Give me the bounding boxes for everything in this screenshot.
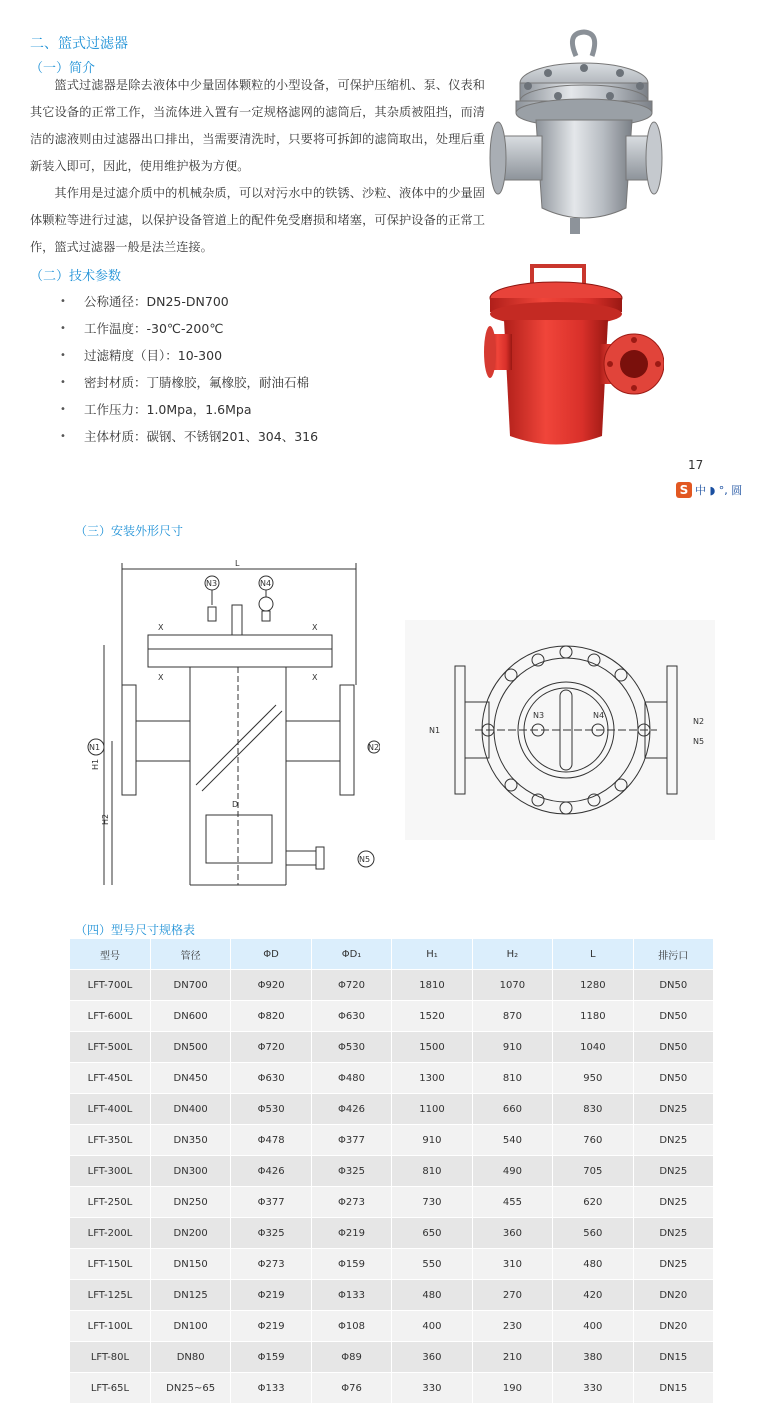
table-cell: Φ630 (231, 1063, 311, 1094)
table-row (70, 1156, 714, 1187)
col-header-phi-d1: ΦD₁ (311, 939, 391, 970)
table-cell: LFT-350L (70, 1125, 150, 1156)
table-cell: 705 (553, 1156, 633, 1187)
intro-paragraph-1: 篮式过滤器是除去液体中少量固体颗粒的小型设备，可保护压缩机、泵、仪表和其它设备的正常工作，当流体进入置有一定规格滤网的滤筒后，其杂质被阻挡，而清洁的滤液则由过滤器出口排出，当需要清洗时，只要将可拆卸的滤筒取出，处理后重新装入即可，因此，使用维护极为方便。 (30, 72, 485, 180)
table-row (70, 970, 714, 1001)
table-cell: 560 (553, 1218, 633, 1249)
dim-label-d: D (232, 800, 238, 809)
table-cell: 660 (472, 1094, 552, 1125)
table-cell: 490 (472, 1156, 552, 1187)
table-cell: Φ630 (311, 1001, 391, 1032)
table-cell: 230 (472, 1311, 552, 1342)
tech-param-item: • 主体材质：碳钢、不锈钢201、304、316 (60, 427, 318, 454)
table-row (70, 1249, 714, 1280)
table-cell: DN700 (150, 970, 230, 1001)
table-cell: DN150 (150, 1249, 230, 1280)
tech-param-item: • 密封材质：丁腈橡胶，氟橡胶，耐油石棉 (60, 373, 318, 400)
spec-table-title: （四）型号尺寸规格表 (75, 921, 195, 938)
nozzle-label-n4: N4 (260, 579, 271, 588)
col-header-phi-d: ΦD (231, 939, 311, 970)
table-cell: 810 (472, 1063, 552, 1094)
dim-label-h1: H1 (91, 759, 100, 770)
table-row (70, 1373, 714, 1403)
spec-table (70, 939, 714, 1403)
table-cell: 420 (553, 1280, 633, 1311)
col-header-model: 型号 (70, 939, 150, 970)
table-cell: Φ273 (231, 1249, 311, 1280)
table-cell: Φ530 (231, 1094, 311, 1125)
table-cell: 1280 (553, 970, 633, 1001)
table-cell: LFT-400L (70, 1094, 150, 1125)
table-cell: Φ426 (231, 1156, 311, 1187)
dim-label-h2: H2 (101, 814, 110, 825)
table-cell: 330 (392, 1373, 472, 1403)
table-cell: DN25 (633, 1156, 713, 1187)
table-cell: Φ720 (311, 970, 391, 1001)
tech-param-item: • 工作压力：1.0Mpa，1.6Mpa (60, 400, 318, 427)
table-cell: 360 (472, 1218, 552, 1249)
nozzle-label-n2: N2 (368, 743, 379, 752)
table-cell: 870 (472, 1001, 552, 1032)
table-cell: Φ108 (311, 1311, 391, 1342)
table-cell: 1810 (392, 970, 472, 1001)
svg-text:X: X (312, 623, 318, 632)
table-cell: DN300 (150, 1156, 230, 1187)
table-cell: 1300 (392, 1063, 472, 1094)
tech-param-item: • 公称通径：DN25-DN700 (60, 292, 318, 319)
table-cell: DN400 (150, 1094, 230, 1125)
table-cell: DN15 (633, 1373, 713, 1403)
table-cell: 730 (392, 1187, 472, 1218)
table-cell: DN350 (150, 1125, 230, 1156)
nozzle-label-n3: N3 (206, 579, 217, 588)
top-view-drawing (405, 620, 715, 840)
table-cell: 480 (392, 1280, 472, 1311)
table-cell: Φ219 (231, 1311, 311, 1342)
intro-title: （一）简介 (30, 57, 95, 76)
table-row (70, 1311, 714, 1342)
stainless-filter-photo (488, 28, 663, 243)
table-cell: DN50 (633, 1001, 713, 1032)
tech-params-list (60, 292, 318, 454)
table-cell: DN25 (633, 1249, 713, 1280)
table-cell: LFT-80L (70, 1342, 150, 1373)
tech-param-item: • 工作温度：-30℃-200℃ (60, 319, 318, 346)
col-header-l: L (553, 939, 633, 970)
table-cell: Φ89 (311, 1342, 391, 1373)
table-cell: 910 (392, 1125, 472, 1156)
svg-text:X: X (158, 673, 164, 682)
table-cell: 210 (472, 1342, 552, 1373)
table-cell: Φ219 (231, 1280, 311, 1311)
table-cell: Φ219 (311, 1218, 391, 1249)
section-title: 二、篮式过滤器 (30, 33, 128, 53)
table-row (70, 1342, 714, 1373)
table-cell: Φ820 (231, 1001, 311, 1032)
svg-text:X: X (312, 673, 318, 682)
table-cell: DN50 (633, 1063, 713, 1094)
intro-text (30, 72, 485, 261)
table-cell: 190 (472, 1373, 552, 1403)
table-cell: Φ325 (311, 1156, 391, 1187)
table-cell: 455 (472, 1187, 552, 1218)
table-row (70, 1125, 714, 1156)
table-cell: DN20 (633, 1311, 713, 1342)
table-cell: 400 (553, 1311, 633, 1342)
svg-text:X: X (158, 623, 164, 632)
table-row (70, 1063, 714, 1094)
install-dimension-title: （三）安装外形尺寸 (75, 522, 183, 539)
table-cell: 380 (553, 1342, 633, 1373)
table-cell: 270 (472, 1280, 552, 1311)
table-cell: LFT-600L (70, 1001, 150, 1032)
dim-label-l: L (235, 559, 240, 568)
table-cell: 1500 (392, 1032, 472, 1063)
table-cell: Φ480 (311, 1063, 391, 1094)
table-cell: 540 (472, 1125, 552, 1156)
table-cell: 360 (392, 1342, 472, 1373)
svg-text:N3: N3 (533, 711, 544, 720)
table-cell: Φ133 (311, 1280, 391, 1311)
table-cell: LFT-500L (70, 1032, 150, 1063)
table-cell: 830 (553, 1094, 633, 1125)
table-cell: 480 (553, 1249, 633, 1280)
table-cell: DN50 (633, 1032, 713, 1063)
table-cell: 400 (392, 1311, 472, 1342)
col-header-diameter: 管径 (150, 939, 230, 970)
table-cell: DN500 (150, 1032, 230, 1063)
table-cell: LFT-700L (70, 970, 150, 1001)
table-cell: DN450 (150, 1063, 230, 1094)
table-cell: Φ530 (311, 1032, 391, 1063)
table-cell: 650 (392, 1218, 472, 1249)
table-row (70, 1001, 714, 1032)
table-cell: 910 (472, 1032, 552, 1063)
table-cell: DN20 (633, 1280, 713, 1311)
table-cell: 330 (553, 1373, 633, 1403)
table-cell: LFT-200L (70, 1218, 150, 1249)
page-number: 17 (688, 458, 703, 472)
table-cell: Φ159 (311, 1249, 391, 1280)
table-cell: Φ133 (231, 1373, 311, 1403)
table-cell: DN25 (633, 1187, 713, 1218)
table-cell: LFT-65L (70, 1373, 150, 1403)
table-cell: Φ325 (231, 1218, 311, 1249)
table-cell: Φ159 (231, 1342, 311, 1373)
table-cell: DN50 (633, 970, 713, 1001)
svg-text:N4: N4 (593, 711, 604, 720)
table-cell: 810 (392, 1156, 472, 1187)
table-cell: DN125 (150, 1280, 230, 1311)
table-cell: Φ273 (311, 1187, 391, 1218)
tech-param-item: • 过滤精度（目）：10-300 (60, 346, 318, 373)
table-cell: DN200 (150, 1218, 230, 1249)
col-header-drain: 排污口 (633, 939, 713, 970)
table-row (70, 1280, 714, 1311)
table-cell: DN15 (633, 1342, 713, 1373)
table-cell: LFT-300L (70, 1156, 150, 1187)
table-cell: 310 (472, 1249, 552, 1280)
table-cell: 760 (553, 1125, 633, 1156)
table-cell: LFT-150L (70, 1249, 150, 1280)
brand-text: 中 ◗ °, 圆 (695, 484, 742, 497)
table-cell: DN100 (150, 1311, 230, 1342)
svg-text:N1: N1 (429, 726, 440, 735)
svg-text:N5: N5 (693, 737, 704, 746)
nozzle-label-n1: N1 (89, 743, 100, 752)
table-cell: 1100 (392, 1094, 472, 1125)
table-cell: DN600 (150, 1001, 230, 1032)
table-cell: Φ377 (231, 1187, 311, 1218)
table-cell: 1180 (553, 1001, 633, 1032)
table-cell: LFT-100L (70, 1311, 150, 1342)
table-row (70, 1218, 714, 1249)
table-cell: 1520 (392, 1001, 472, 1032)
table-row (70, 1032, 714, 1063)
table-header-row (70, 939, 714, 970)
table-row (70, 1187, 714, 1218)
table-cell: DN80 (150, 1342, 230, 1373)
table-cell: Φ920 (231, 970, 311, 1001)
table-cell: DN25 (633, 1125, 713, 1156)
table-row (70, 1094, 714, 1125)
carbon-steel-filter-photo (484, 258, 664, 453)
table-cell: 1040 (553, 1032, 633, 1063)
table-cell: LFT-125L (70, 1280, 150, 1311)
table-cell: Φ377 (311, 1125, 391, 1156)
intro-paragraph-2: 其作用是过滤介质中的机械杂质，可以对污水中的铁锈、沙粒、液体中的少量固体颗粒等进行过滤，以保护设备管道上的配件免受磨损和堵塞，可保护设备的正常工作，篮式过滤器一般是法兰连接。 (30, 180, 485, 261)
brand-s-icon: S (676, 482, 692, 498)
table-cell: 550 (392, 1249, 472, 1280)
col-header-h2: H₂ (472, 939, 552, 970)
table-cell: DN25 (633, 1094, 713, 1125)
table-cell: Φ426 (311, 1094, 391, 1125)
table-cell: DN25 (633, 1218, 713, 1249)
table-cell: LFT-250L (70, 1187, 150, 1218)
tech-title: （二）技术参数 (30, 265, 121, 284)
table-cell: Φ76 (311, 1373, 391, 1403)
table-cell: Φ720 (231, 1032, 311, 1063)
front-elevation-drawing (80, 555, 380, 895)
brand-logo (676, 482, 742, 498)
table-cell: Φ478 (231, 1125, 311, 1156)
spec-table-body (70, 970, 714, 1403)
nozzle-label-n5: N5 (359, 855, 370, 864)
svg-text:N2: N2 (693, 717, 704, 726)
table-cell: DN25~65 (150, 1373, 230, 1403)
table-cell: DN250 (150, 1187, 230, 1218)
table-cell: 950 (553, 1063, 633, 1094)
table-cell: 620 (553, 1187, 633, 1218)
table-cell: LFT-450L (70, 1063, 150, 1094)
col-header-h1: H₁ (392, 939, 472, 970)
table-cell: 1070 (472, 970, 552, 1001)
